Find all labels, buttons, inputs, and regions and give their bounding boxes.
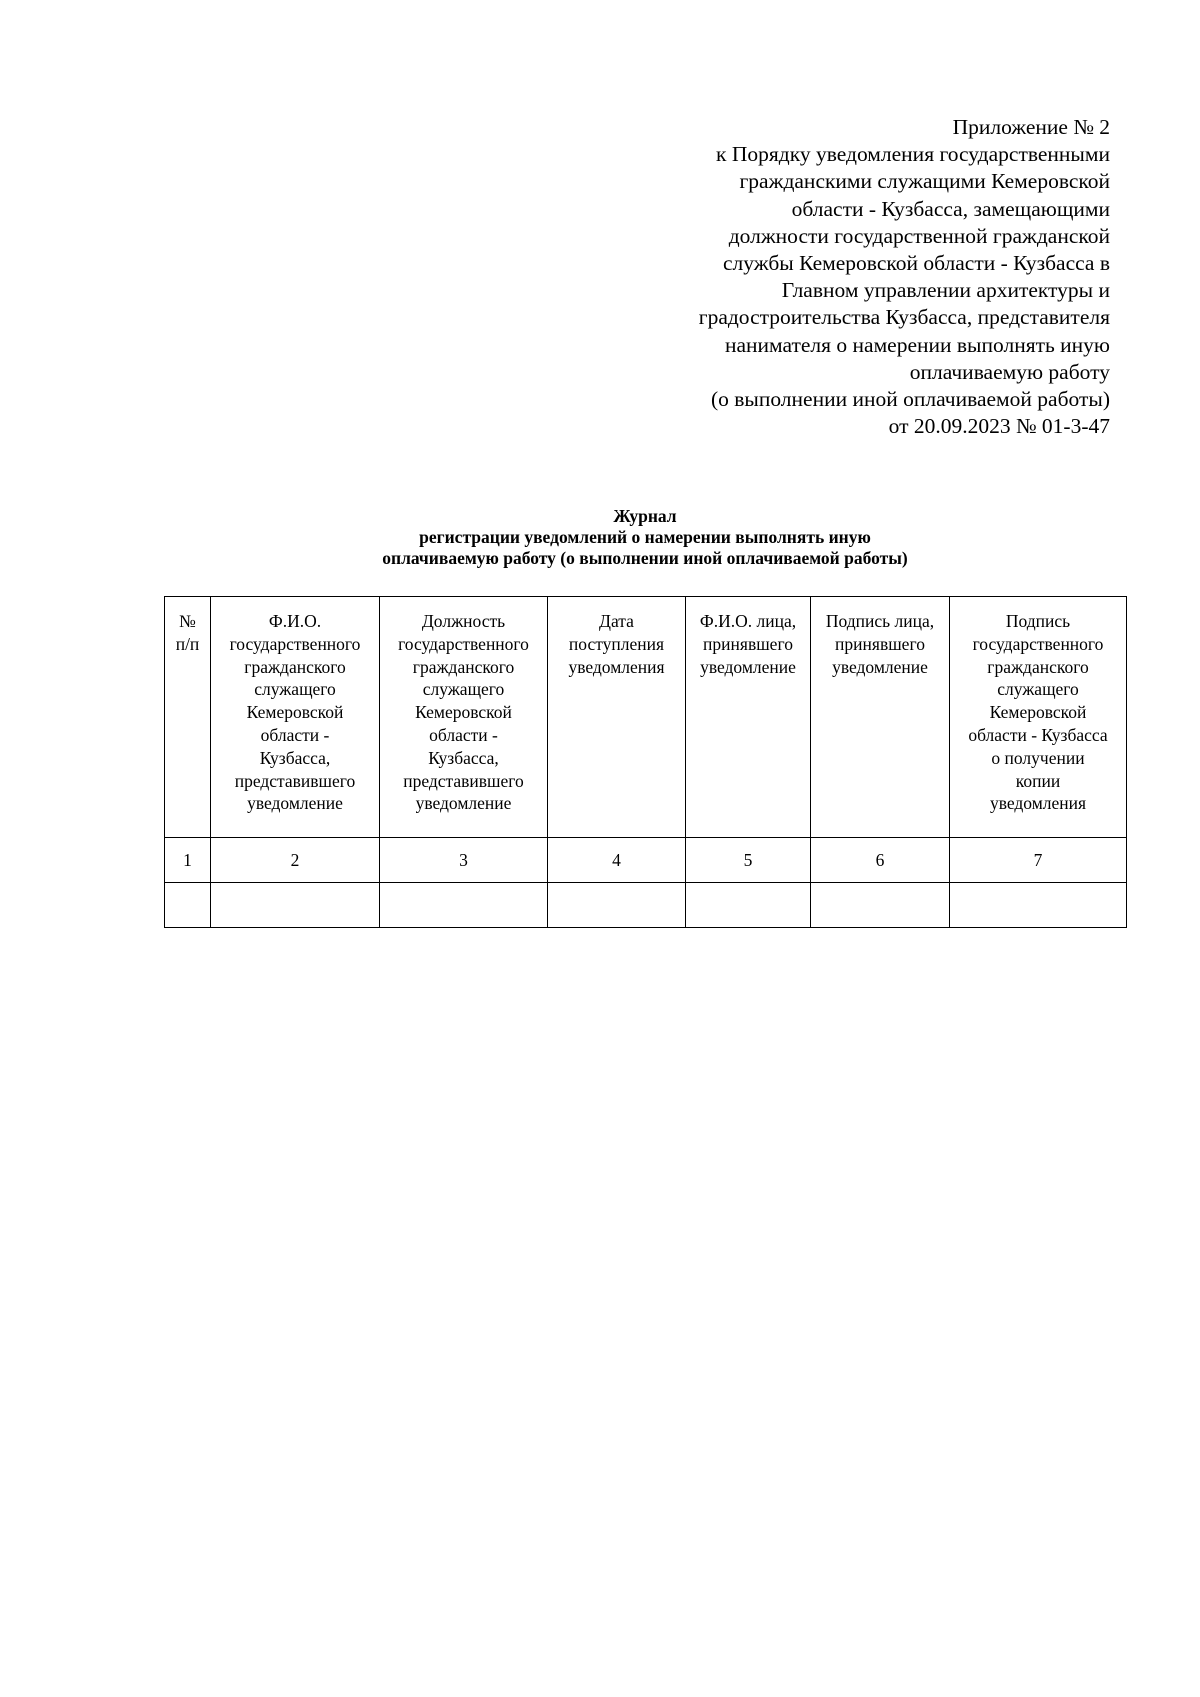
column-number-cell: 1 [165, 838, 211, 883]
header-cell-line: копии [1015, 770, 1061, 791]
header-cell-line: уведомление [247, 793, 343, 814]
header-cell-line: о получении [991, 747, 1085, 768]
header-cell-line: Кемеровской [246, 702, 344, 723]
table-row [165, 883, 1127, 928]
header-cell-line: представившего [234, 770, 356, 791]
header-cell-line: Подпись лица, [825, 611, 935, 631]
header-cell-line: поступления [568, 633, 665, 654]
column-number-cell: 2 [211, 838, 380, 883]
header-cell-line: гражданского [244, 656, 346, 677]
column-number-cell: 7 [950, 838, 1127, 883]
column-number-cell: 5 [686, 838, 811, 883]
column-number-cell: 3 [380, 838, 548, 883]
header-cell-line: уведомление [700, 656, 796, 677]
header-cell-line: уведомление [415, 793, 512, 814]
header-cell-line: области - Кузбасса [968, 724, 1108, 745]
header-cell-line: области - [429, 724, 498, 745]
header-cell-line: служащего [997, 679, 1079, 700]
appendix-line: (о выполнении иной оплачиваемой работы) [710, 387, 1110, 412]
header-cell-line: служащего [422, 679, 505, 700]
appendix-line: к Порядку уведомления государственными [716, 142, 1110, 167]
table-cell [950, 883, 1127, 928]
header-cell-line: уведомления [568, 656, 665, 677]
appendix-line: нанимателя о намерении выполнять иную [724, 332, 1110, 357]
table-header-row [165, 597, 1127, 838]
table-cell [686, 883, 811, 928]
column-number-cell: 4 [548, 838, 686, 883]
header-cell-line: принявшего [703, 633, 793, 654]
appendix-line: гражданскими служащими Кемеровской [739, 169, 1110, 194]
header-cell-line: государственного [972, 633, 1104, 654]
appendix-line: области - Кузбасса, замещающими [791, 196, 1110, 221]
header-cell-line: Подпись [1005, 611, 1071, 631]
table-cell [548, 883, 686, 928]
header-cell-line: Кемеровской [415, 702, 512, 723]
header-cell-line: Должность [421, 611, 506, 631]
journal-title-line: Журнал [613, 506, 677, 526]
header-cell-line: государственного [398, 633, 529, 654]
table-cell [811, 883, 950, 928]
header-cell [165, 597, 211, 838]
header-cell-line: гражданского [987, 656, 1089, 677]
appendix-line: Главном управлении архитектуры и [781, 278, 1110, 303]
header-cell-line: Кузбасса, [428, 747, 499, 768]
header-cell-line: государственного [229, 633, 361, 654]
header-cell-line: уведомления [989, 793, 1087, 814]
appendix-line: службы Кемеровской области - Кузбасса в [723, 251, 1110, 276]
header-cell-line: Кузбасса, [259, 747, 331, 768]
header-cell-line: служащего [254, 679, 336, 700]
table-cell [165, 883, 211, 928]
header-cell [811, 597, 950, 838]
journal-table [164, 596, 1127, 928]
header-cell-line: принявшего [835, 633, 925, 654]
appendix-block [510, 114, 1110, 440]
header-cell [686, 597, 811, 838]
appendix-line: от 20.09.2023 № 01-3-47 [888, 414, 1110, 439]
journal-title-line: оплачиваемую работу (о выполнении иной оплачиваемой работы) [382, 548, 908, 568]
header-cell-line: области - [260, 724, 330, 745]
table-cell [380, 883, 548, 928]
header-cell-line: гражданского [412, 656, 515, 677]
header-cell [950, 597, 1127, 838]
header-cell-line: п/п [175, 633, 200, 654]
header-cell-line: представившего [403, 770, 524, 791]
journal-title [164, 506, 1126, 569]
appendix-line: градостроительства Кузбасса, представителя [698, 305, 1110, 330]
table-column-numbers-row [165, 838, 1127, 883]
appendix-line: оплачиваемую работу [909, 359, 1110, 384]
header-cell [380, 597, 548, 838]
header-cell-line: Ф.И.О. лица, [699, 611, 797, 631]
header-cell [211, 597, 380, 838]
table-cell [211, 883, 380, 928]
journal-title-line: регистрации уведомлений о намерении выполнять иную [419, 527, 871, 547]
header-cell [548, 597, 686, 838]
header-cell-line: № [179, 611, 196, 631]
column-number-cell: 6 [811, 838, 950, 883]
appendix-line: Приложение № 2 [952, 115, 1110, 139]
header-cell-line: Дата [599, 611, 634, 631]
appendix-line: должности государственной гражданской [728, 223, 1110, 248]
header-cell-line: Кемеровской [989, 702, 1087, 723]
header-cell-line: уведомление [832, 656, 928, 677]
header-cell-line: Ф.И.О. [268, 611, 322, 631]
